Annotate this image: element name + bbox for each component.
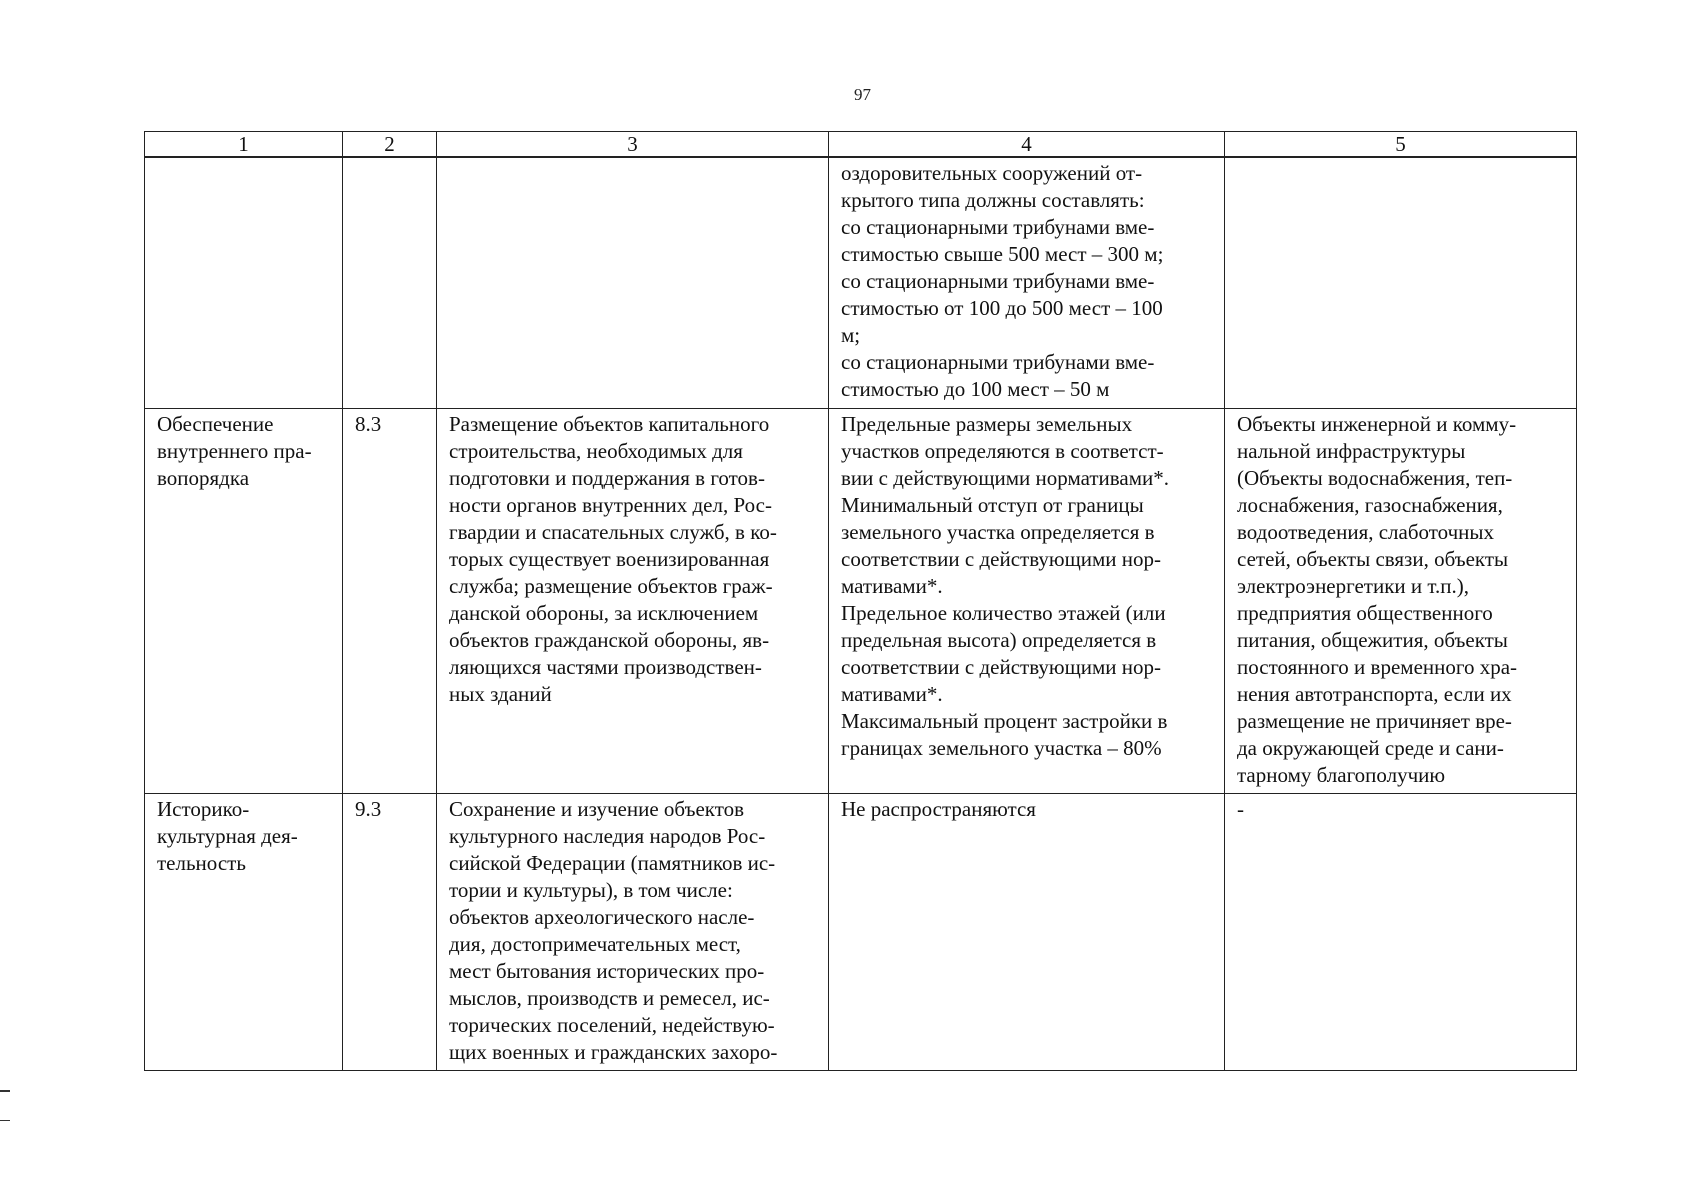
table-row [145, 157, 1577, 409]
use-description-cell: Размещение объектов капитального строительства, необходимых для подготовки и поддержания в готов- ности органов внутренних дел, Рос- гвардии и спасательных служб, в ко- торых существует военизированная служба; размещение объектов граж- данской обороны, за исключением объектов гражданской обороны, яв- ляющихся частями производствен- ных зданий [437, 409, 829, 794]
use-code-cell [343, 157, 437, 409]
header-row [145, 132, 1577, 158]
scan-edge-marks [0, 1090, 10, 1149]
table-row [145, 794, 1577, 1071]
parameters-cell: Не распространяются [829, 794, 1225, 1071]
header-col-5: 5 [1225, 132, 1577, 158]
use-name-cell: Историко- культурная дея- тельность [145, 794, 343, 1071]
header-col-1: 1 [145, 132, 343, 158]
use-code-cell: 9.3 [343, 794, 437, 1071]
use-name-cell [145, 157, 343, 409]
table-row [145, 409, 1577, 794]
auxiliary-uses-cell: Объекты инженерной и комму- нальной инфраструктуры (Объекты водоснабжения, теп- лоснабжения, газоснабжения, водоотведения, слаботочных сетей, объекты связи, объекты электроэнергетики и т.п.), предприятия общественного питания, общежития, объекты постоянного и временного хра- нения автотранспорта, если их размещение не причиняет вре- да окружающей среде и сани- тарному благополучию [1225, 409, 1577, 794]
edge-mark [0, 1090, 10, 1092]
parameters-cell: оздоровительных сооружений от- крытого типа должны составлять: со стационарными трибунами вме- стимостью свыше 500 мест – 300 м; со стационарными трибунами вме- стимостью от 100 до 500 мест – 100 м; со стационарными трибунами вме- стимостью до 100 мест – 50 м [829, 157, 1225, 409]
header-col-3: 3 [437, 132, 829, 158]
page-number: 97 [854, 85, 871, 104]
parameters-cell: Предельные размеры земельных участков определяются в соответст- вии с действующими нормативами*. Минимальный отступ от границы земельного участка определяется в соответствии с действующими нор- мативами*. Предельное количество этажей (или предельная высота) определяется в соответствии с действующими нор- мативами*. Максимальный процент застройки в границах земельного участка – 80% [829, 409, 1225, 794]
header-col-2: 2 [343, 132, 437, 158]
use-name-cell: Обеспечение внутреннего пра- вопорядка [145, 409, 343, 794]
auxiliary-uses-cell: - [1225, 794, 1577, 1071]
use-description-cell [437, 157, 829, 409]
zoning-table [144, 131, 1577, 1071]
auxiliary-uses-cell [1225, 157, 1577, 409]
header-col-4: 4 [829, 132, 1225, 158]
edge-mark [0, 1120, 10, 1122]
use-code-cell: 8.3 [343, 409, 437, 794]
use-description-cell: Сохранение и изучение объектов культурного наследия народов Рос- сийской Федерации (памятников ис- тории и культуры), в том числе: объектов археологического насле- дия, достопримечательных мест, мест бытования исторических про- мыслов, производств и ремесел, ис- торических поселений, недействую- щих военных и гражданских захоро- [437, 794, 829, 1071]
